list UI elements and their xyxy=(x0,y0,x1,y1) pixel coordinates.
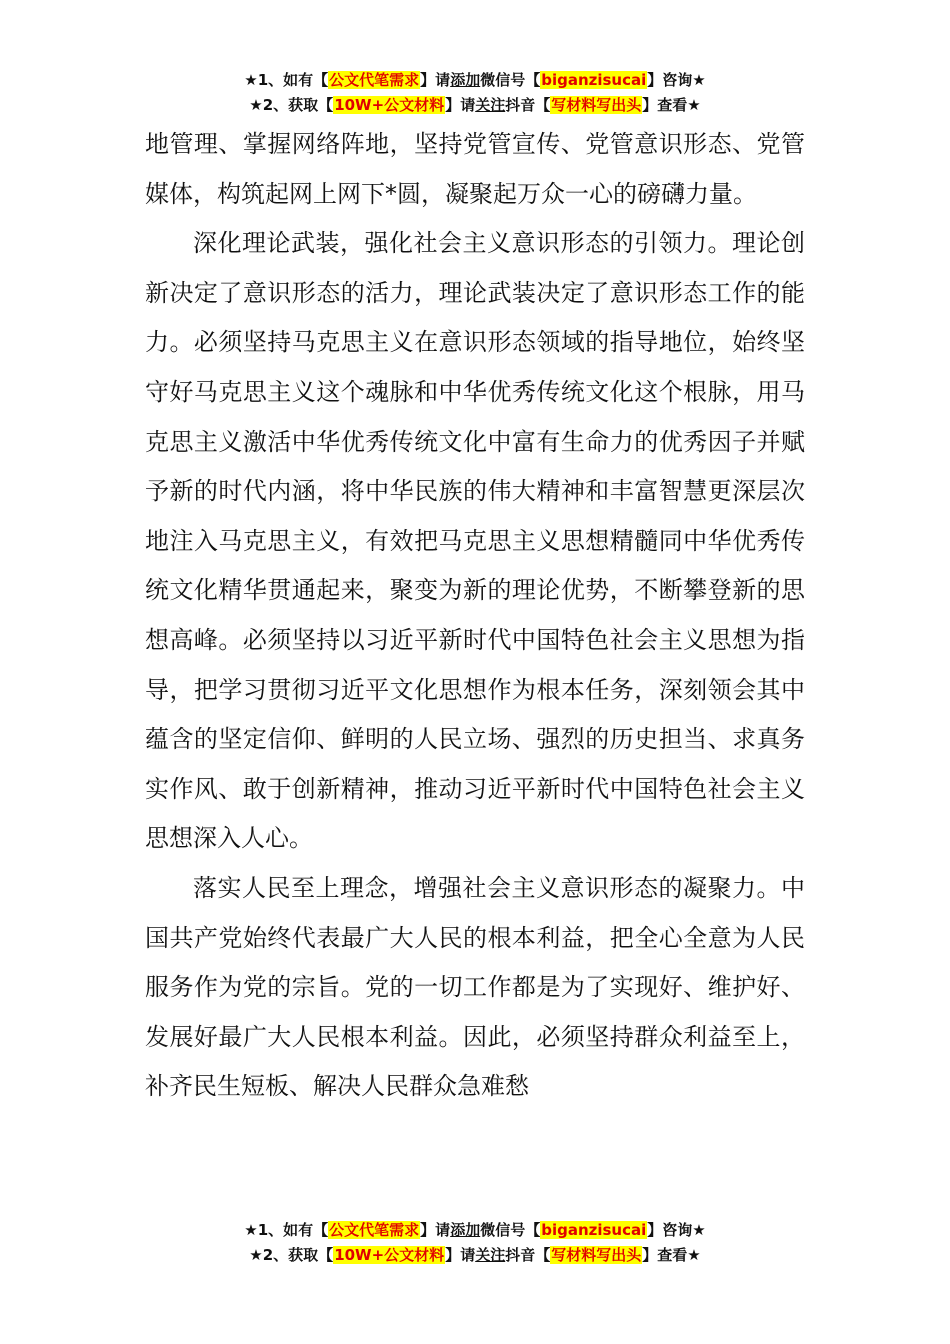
highlight-wechat-id: biganzisucai xyxy=(541,71,647,89)
banner-text: 抖音【 xyxy=(505,1246,551,1264)
banner-text: 】请 xyxy=(445,1246,476,1264)
underlined-word: 添加 xyxy=(450,71,481,89)
document-body xyxy=(145,120,805,1112)
highlight-douyin-account: 写材料写出头 xyxy=(551,1246,642,1264)
banner-line-1 xyxy=(0,68,950,93)
highlight-materials: 10W+公文材料 xyxy=(334,96,445,114)
banner-text: 】查看★ xyxy=(642,96,701,114)
banner-text: 微信号【 xyxy=(480,71,541,89)
banner-text: 】请 xyxy=(420,1221,451,1239)
highlight-wechat-id: biganzisucai xyxy=(541,1221,647,1239)
footer-banner xyxy=(0,1218,950,1268)
banner-line-2 xyxy=(0,93,950,118)
banner-text: 抖音【 xyxy=(505,96,551,114)
highlight-service: 公文代笔需求 xyxy=(329,1221,420,1239)
banner-text: 】查看★ xyxy=(642,1246,701,1264)
paragraph-continued: 地管理、掌握网络阵地，坚持党管宣传、党管意识形态、党管媒体，构筑起网上网下*圆，凝聚起万众一心的磅礴力量。 xyxy=(145,130,805,208)
banner-line-1 xyxy=(0,1218,950,1243)
paragraph-people: 落实人民至上理念，增强社会主义意识形态的凝聚力。中国共产党始终代表最广大人民的根本利益，把全心全意为人民服务作为党的宗旨。党的一切工作都是为了实现好、维护好、发展好最广大人民根本利益。因此，必须坚持群众利益至上，补齐民生短板、解决人民群众急难愁 xyxy=(145,873,805,1101)
banner-text: ★1、如有【 xyxy=(244,1221,329,1239)
banner-text: 微信号【 xyxy=(480,1221,541,1239)
banner-line-2 xyxy=(0,1243,950,1268)
banner-text: 】咨询★ xyxy=(647,1221,706,1239)
banner-text: 】请 xyxy=(445,96,476,114)
banner-text: ★2、获取【 xyxy=(249,1246,334,1264)
banner-text: 】咨询★ xyxy=(647,71,706,89)
highlight-materials: 10W+公文材料 xyxy=(334,1246,445,1264)
banner-text: ★2、获取【 xyxy=(249,96,334,114)
underlined-word: 关注 xyxy=(475,96,506,114)
underlined-word: 添加 xyxy=(450,1221,481,1239)
banner-text: 】请 xyxy=(420,71,451,89)
highlight-douyin-account: 写材料写出头 xyxy=(551,96,642,114)
highlight-service: 公文代笔需求 xyxy=(329,71,420,89)
banner-text: ★1、如有【 xyxy=(244,71,329,89)
underlined-word: 关注 xyxy=(475,1246,506,1264)
paragraph-theory: 深化理论武装，强化社会主义意识形态的引领力。理论创新决定了意识形态的活力，理论武装决定了意识形态工作的能力。必须坚持马克思主义在意识形态领域的指导地位，始终坚守好马克思主义这个魂脉和中华优秀传统文化这个根脉，用马克思主义激活中华优秀传统文化中富有生命力的优秀因子并赋予新的时代内涵，将中华民族的伟大精神和丰富智慧更深层次地注入马克思主义，有效把马克思主义思想精髓同中华优秀传统文化精华贯通起来，聚变为新的理论优势，不断攀登新的思想高峰。必须坚持以习近平新时代中国特色社会主义思想为指导，把学习贯彻习近平文化思想作为根本任务，深刻领会其中蕴含的坚定信仰、鲜明的人民立场、强烈的历史担当、求真务实作风、敢于创新精神，推动习近平新时代中国特色社会主义思想深入人心。 xyxy=(145,229,805,853)
header-banner xyxy=(0,68,950,118)
